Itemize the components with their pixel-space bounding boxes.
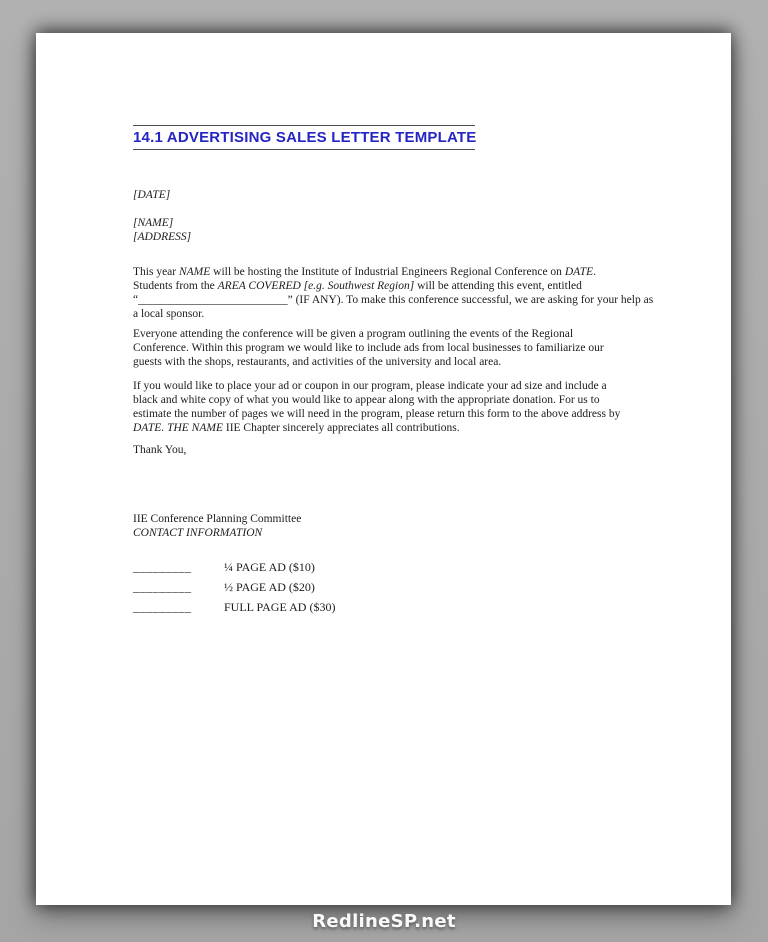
ad-option-full-page xyxy=(133,597,335,617)
letter-page xyxy=(36,33,731,905)
date-placeholder: [DATE] xyxy=(133,189,171,201)
recipient-block xyxy=(133,216,191,244)
site-watermark: RedlineSP.net xyxy=(312,911,456,932)
ad-size-list xyxy=(133,557,335,617)
signature-block xyxy=(133,512,301,540)
document-title: 14.1 ADVERTISING SALES LETTER TEMPLATE xyxy=(133,129,477,146)
quarter-page-blank-line: _________ xyxy=(133,560,192,574)
address-placeholder: [ADDRESS] xyxy=(133,231,192,243)
ad-option-quarter-page xyxy=(133,557,335,577)
closing-line: Thank You, xyxy=(133,444,187,456)
name-placeholder: [NAME] xyxy=(133,217,174,229)
paragraph-ad-instructions: If you would like to place your ad or coupon in our program, please indicate your ad size and include a black and white copy of what you would like to appear along with the appropriate donation. For us to estimate the number of pages we will need in the program, please return this form to the above address by DATE. THE NAME IIE Chapter sincerely appreciates all contributions. xyxy=(133,380,621,434)
document-title-block xyxy=(133,125,475,150)
committee-line: IIE Conference Planning Committee xyxy=(133,513,302,525)
paragraph-program: Everyone attending the conference will be given a program outlining the events of the Regional Conference. Within this program we would like to include ads from local businesses to familiarize our guests with the shops, restaurants, and activities of the university and local area. xyxy=(133,328,604,368)
full-page-label: FULL PAGE AD ($30) xyxy=(224,600,336,614)
half-page-label: ½ PAGE AD ($20) xyxy=(224,580,315,594)
full-page-blank-line: _________ xyxy=(133,600,192,614)
quarter-page-label: ¼ PAGE AD ($10) xyxy=(224,560,315,574)
paragraph-intro: This year NAME will be hosting the Institute of Industrial Engineers Regional Conference on DATE. Students from the AREA COVERED [e.g. Southwest Region] will be attending this event, entitled “__________________________” (IF ANY). To make this conference successful, we are asking for your help as a local sponsor. xyxy=(133,266,654,320)
contact-info-line: CONTACT INFORMATION xyxy=(133,527,263,539)
ad-option-half-page xyxy=(133,577,335,597)
half-page-blank-line: _________ xyxy=(133,580,192,594)
